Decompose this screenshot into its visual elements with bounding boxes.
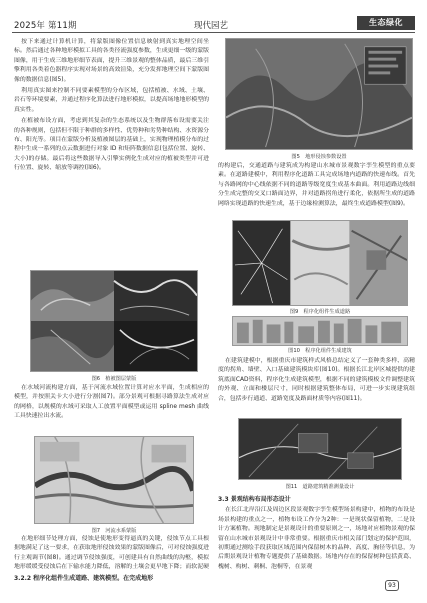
figure-6-caption: 图6 植被图层蒙版 [91,376,137,382]
paragraph: 在水域河流构建方面，基于河流水域位置计算对应水平面，生成相应的模型，并按照关卡大小进行分割(图7)。部分景观可根据寻路算法生成对应的网格，以规模的水域可采取人工放置平面模型或运用 spline mesh 曲线工具快速拉出水流。 [14,385,209,420]
figure-9-image [232,220,408,306]
paragraph: 在地形细节处理方面，侵蚀是使地形变得逼真的关键，侵蚀节点工具根据地满足了这一要求，在获取地形侵蚀效果的蒙版图像后，可对侵蚀强度进行主观调节(图8)。通过调节侵蚀强度，可创建具有自然曲线的沟壑，模拟地形缓缓受侵蚀后在下输水能力降低，溶解的土壤会更早地下降；而软泥硬 [14,536,209,571]
journal-name: 现代园艺 [194,21,229,31]
figure-10-image [232,316,408,346]
figure-11-image-frame [238,418,402,480]
section-heading: 3.2.2 程序化组件生成道路、建筑模型。在完成地形 [14,575,154,582]
figure-5-image [225,38,413,150]
right-column-bottom [218,494,415,586]
figure-7-caption: 图7 河流水系蒙版 [91,528,137,534]
section-badge: 生态绿化 [357,16,415,30]
paragraph: 利用真实图来控制不同要素模型的分布区域，包括植被、水域、土壤、岩石等环境要素，并通过程序化算法进行地形模拟，以提高场地地形模型的真实性。 [14,88,209,113]
figure-6-image [30,270,198,372]
paragraph: 按下来通过计算机计算，将蒙版图像位置信息映射到真实地理空间坐标。然后通过各种地形模拟工具的各类径流强度参数，生成更细一级的蒙版图像，用于生成三维地形细节表面，提升三维景观的整体品质，最后三维引擎利用各类着色器程序实现对场景的高效渲染，充分发挥地理空间下蒙版图像的数据信息(图5)。 [14,39,209,83]
section-heading: 3.3 景观结构布局形态设计 [218,496,291,503]
issue-label: 2025年 第11期 [14,21,77,31]
figure-5-caption: 图5 地形侵蚀参数设置 [291,154,347,160]
header-rule [12,32,415,33]
paragraph: 在植被布设方面，考虑到其复杂的生态系统以及生物群落布设需要关注的各种规则，包括但不限于种群的多样性、优势种和劣势种结构、水资源分布、阳光等。项目在蒙版分析及植被图层的基础上，实现物理植模分布的过程中生成一系列的点云数据进行对象 ID 和矩阵数据信息(包括位置、旋转、大小)的存储。最后将这些数据导入引擎实例化生成对应的植被类型并可进行位置、旋转、缩放等调控(图6)。 [14,118,209,172]
figure-7-image [34,436,194,524]
figure-11-caption: 图11 道路建筑精准测量设计 [285,484,355,490]
paragraph: 在长江北岸沿江及周边区段景观数字孪生模型场景构建中，植物的布设是场景构建的重点之一，植物布设工作分为2种：一是现状保留植物，二是设计方案植物。现地制定是景观设计的重要原则之一，场地对应植物景观的保留在山水城市景观设计中非常重要。根据重庆市相关部门划定的保护范围，初期通过测绘手段获取区域范围内保留树木的品种、高度、胸径等信息，为后期景观设计植物专题提供了基础数据。场地内存在的保留树种包括黄葛、槐树、构树、刺桐、泡桐等，在景观 [218,507,415,570]
page-number: 93 [385,580,399,591]
left-column-bottom-text [14,535,209,587]
paragraph: 的构建后，交通道路与建筑成为构建山水城市景观数字孪生模型的重点要素。在道路建模中，利用程序化道路工具完成场地内道路的快速布线。首先与各路网的中心线依据不同的道路等级宽度生成基本曲面。利用道路边线细分生成完整的交叉口路面边界，并对道路拐角进行柔化，依据所生成的道路网络实现道路的快速生成，基于边缘检测算法，最终生成道路模型(图9)。 [218,163,415,207]
figure-10-caption: 图10 程序化组件生成建筑 [288,348,352,354]
paragraph: 在建筑建模中，根据重庆市建筑样式风格总结定义了一套种类多样、高精度的拐角、墙壁、入口基础建筑模块库(图10)。根据长江北岸区城提供的建筑底面CAD资料，程序化生成建筑模型，根据不同的建筑模板文件调整建筑的外观、立面和楼层尺寸，同时根据建筑整体布局，可进一步实现建筑组合，包括步行通道、道路宽度及路面材质等内容(图11)。 [218,358,415,402]
figure-9-caption: 图9 程序化组件生成道路 [289,309,351,315]
